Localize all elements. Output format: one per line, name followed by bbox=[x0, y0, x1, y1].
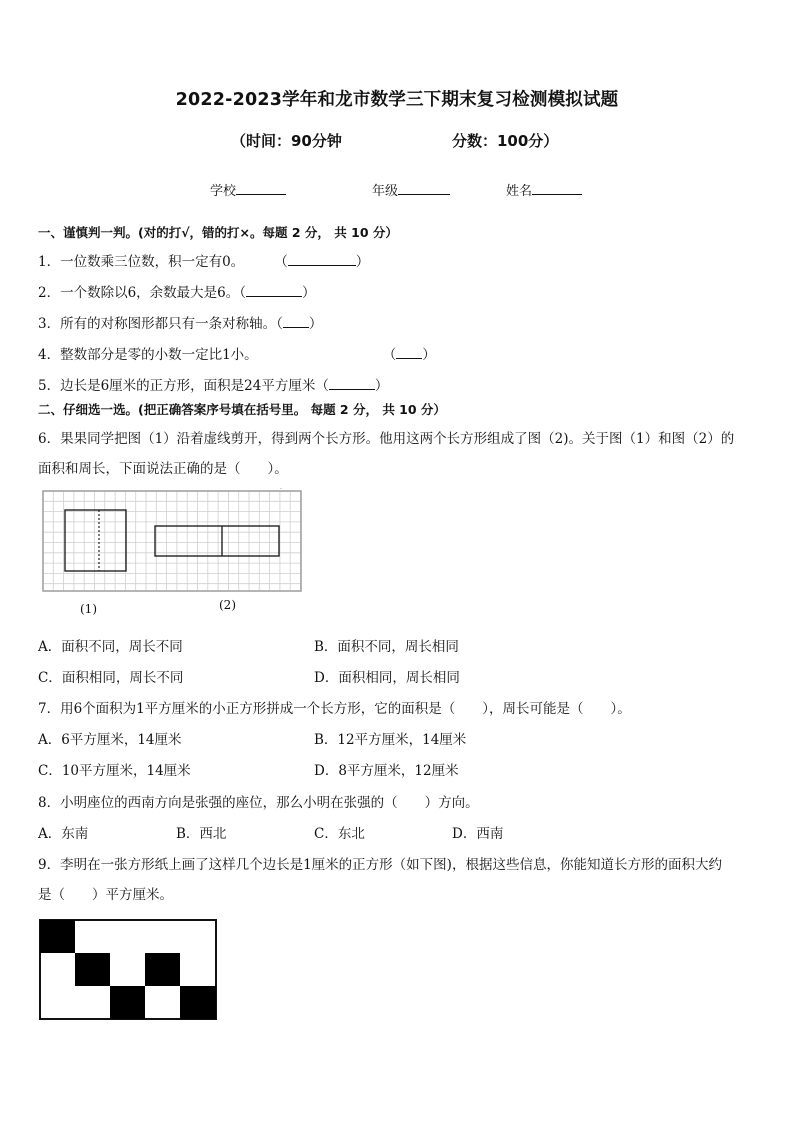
grade-blank[interactable] bbox=[398, 182, 450, 195]
grade-label: 年级 bbox=[372, 184, 399, 199]
question-1-text: 1．一位数乘三位数，积一定有0。 bbox=[38, 254, 245, 270]
question-4-paren-open: （ bbox=[382, 347, 397, 363]
question-2-text: 2．一个数除以6，余数最大是6。 bbox=[38, 285, 240, 301]
question-9-squares-figure bbox=[38, 918, 220, 1023]
school-label: 学校 bbox=[210, 184, 237, 199]
section1-heading: 一、谨慎判一判。(对的打√，错的打×。每题 2 分， 共 10 分） bbox=[38, 225, 398, 240]
question-3-paren-close: ） bbox=[308, 316, 323, 332]
question-6-line1: 6．果果同学把图（1）沿着虚线剪开，得到两个长方形。他用这两个长方形组成了图（2)。关于图（1）和图（2）的 bbox=[38, 431, 735, 447]
question-3 bbox=[38, 312, 322, 332]
grade-field bbox=[372, 180, 450, 199]
question-6-option-b[interactable]: B．面积不同，周长相同 bbox=[314, 639, 459, 655]
exam-title: 2022-2023学年和龙市数学三下期末复习检测模拟试题 bbox=[175, 90, 619, 110]
question-8-text: 8．小明座位的西南方向是张强的座位，那么小明在张强的（ ）方向。 bbox=[38, 795, 479, 811]
question-5-paren-close: ） bbox=[374, 378, 389, 394]
question-6-option-a[interactable]: A．面积不同，周长不同 bbox=[38, 639, 183, 655]
question-6-option-c[interactable]: C．面积相同，周长不同 bbox=[38, 670, 184, 686]
exam-time: （时间：90分钟 bbox=[231, 132, 342, 150]
question-1-answer-blank[interactable] bbox=[288, 253, 356, 266]
question-6-line2: 面积和周长，下面说法正确的是（ ）。 bbox=[38, 461, 288, 477]
question-3-paren-open: （ bbox=[276, 316, 283, 332]
question-8-option-b[interactable]: B．西北 bbox=[176, 826, 227, 842]
school-blank[interactable] bbox=[236, 182, 286, 195]
question-4 bbox=[38, 343, 436, 363]
question-2 bbox=[38, 281, 316, 301]
question-4-paren-close: ） bbox=[422, 347, 436, 363]
question-5-paren-open: （ bbox=[315, 378, 329, 394]
name-field bbox=[506, 180, 582, 199]
question-5-answer-blank[interactable] bbox=[329, 377, 375, 390]
question-2-paren-open: （ bbox=[239, 285, 247, 301]
question-3-text: 3．所有的对称图形都只有一条对称轴。 bbox=[38, 316, 277, 332]
question-8-option-d[interactable]: D．西南 bbox=[452, 826, 504, 842]
question-7-option-d[interactable]: D．8平方厘米，12厘米 bbox=[314, 763, 459, 779]
question-4-text: 4．整数部分是零的小数一定比1小。 bbox=[38, 347, 258, 363]
question-7-option-c[interactable]: C．10平方厘米，14厘米 bbox=[38, 763, 191, 779]
question-2-answer-blank[interactable] bbox=[246, 284, 302, 297]
section2-heading: 二、仔细选一选。(把正确答案序号填在括号里。 每题 2 分， 共 10 分） bbox=[38, 402, 446, 417]
exam-score: 分数：100分） bbox=[452, 132, 559, 150]
question-1-paren-open: （ bbox=[274, 254, 288, 270]
name-label: 姓名 bbox=[506, 184, 533, 199]
school-field bbox=[210, 180, 286, 199]
question-9-line1: 9．李明在一张方形纸上画了这样几个边长是1厘米的正方形（如下图)，根据这些信息，你能知道长方形的面积大约 bbox=[38, 857, 722, 873]
question-1-paren-close: ） bbox=[355, 254, 370, 270]
question-7-text: 7．用6个面积为1平方厘米的小正方形拼成一个长方形，它的面积是（ ），周长可能是（ ）。 bbox=[38, 701, 631, 717]
question-6-grid-figure bbox=[42, 484, 304, 594]
question-6-option-d[interactable]: D．面积相同，周长相同 bbox=[314, 670, 460, 686]
question-7-option-b[interactable]: B．12平方厘米，14厘米 bbox=[314, 732, 467, 748]
question-5-text: 5．边长是6厘米的正方形，面积是24平方厘米 bbox=[38, 378, 316, 394]
question-5 bbox=[38, 374, 388, 394]
svg-text:.: . bbox=[280, 484, 282, 491]
name-blank[interactable] bbox=[532, 182, 582, 195]
question-1 bbox=[38, 250, 369, 270]
question-3-answer-blank[interactable] bbox=[283, 315, 309, 328]
question-9-line2: 是（ ）平方厘米。 bbox=[38, 887, 173, 903]
question-4-answer-blank[interactable] bbox=[396, 346, 422, 359]
figure-2-caption: (2) bbox=[219, 598, 236, 612]
figure-1-caption: (1) bbox=[80, 602, 97, 616]
question-7-option-a[interactable]: A．6平方厘米，14厘米 bbox=[38, 732, 182, 748]
question-8-option-c[interactable]: C．东北 bbox=[314, 826, 365, 842]
question-8-option-a[interactable]: A．东南 bbox=[38, 826, 89, 842]
question-2-paren-close: ） bbox=[302, 285, 316, 301]
